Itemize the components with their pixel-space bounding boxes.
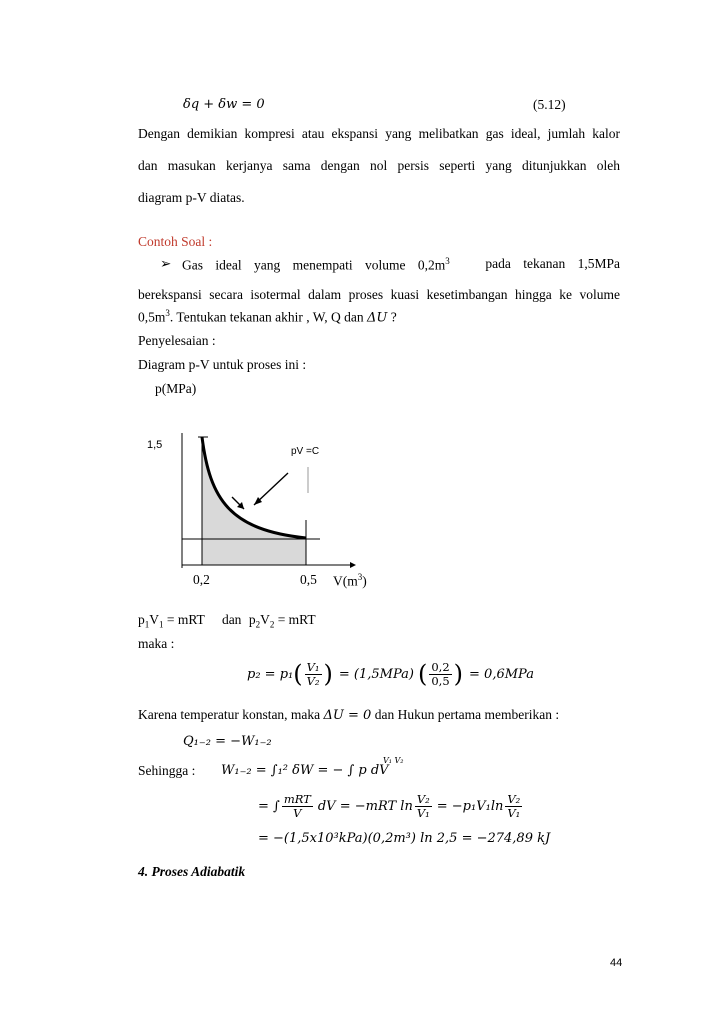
- x-axis-label-text: V(m: [333, 573, 358, 589]
- rel-p1-sub: 1: [144, 619, 150, 630]
- rel-p1: p: [138, 612, 145, 627]
- eq-w2-a: = ∫: [258, 799, 280, 814]
- karena-math: ΔU = 0: [323, 708, 372, 723]
- eq-w2-c: = −p₁V₁ln: [436, 799, 504, 814]
- problem-line-3: [138, 308, 397, 326]
- fraction-mrt-v: [282, 793, 313, 820]
- x-axis-label-close: ): [362, 573, 367, 589]
- problem-line-3-a: 0,5m: [138, 309, 166, 325]
- integral-limits: [383, 756, 404, 765]
- frac1-num: V₁: [306, 659, 320, 674]
- paren-open-1: (: [293, 660, 303, 688]
- rel-v2-sub: 2: [269, 619, 275, 630]
- x-axis-label-sup: 3: [357, 572, 363, 582]
- ideal-gas-relations: [138, 612, 316, 630]
- fraction-v1-v2: [305, 661, 322, 688]
- ratio-2: [505, 793, 522, 820]
- rel-v1: V: [149, 612, 159, 627]
- equation-q: Q₁₋₂ = −W₁₋₂: [183, 734, 272, 749]
- paragraph-line-3: diagram p-V diatas.: [138, 190, 245, 205]
- frac-v: V: [293, 806, 302, 820]
- equation-number: (5.12): [533, 97, 566, 112]
- delta-u: ΔU: [367, 310, 388, 326]
- rel-eq2: = mRT: [274, 612, 316, 627]
- y-tick-label: 1,5: [147, 439, 163, 451]
- x-axis-label: [333, 572, 367, 590]
- problem-line-2: berekspansi secara isotermal dalam proses kuasi kesetimbangan hingga ke volume: [138, 287, 620, 302]
- bullet-arrow-icon: ➢: [160, 256, 172, 271]
- fraction-values: [429, 661, 451, 688]
- eq-p2-rhs: = 0,6MPa: [469, 666, 534, 682]
- paren-close-2: ): [453, 660, 464, 688]
- problem-line-3-b: . Tentukan tekanan akhir , W, Q dan: [169, 309, 368, 325]
- frac2-den: 0,5: [431, 673, 450, 688]
- page-number: 44: [610, 957, 623, 969]
- maka-label: maka :: [138, 636, 175, 651]
- rel-connector: dan: [221, 612, 242, 627]
- equation-w1: W₁₋₂ = ∫₁² δW = − ∫ p dV: [221, 763, 389, 778]
- ratio-2-num: V₂: [507, 792, 521, 806]
- eq-p2-mid: = (1,5MPa): [338, 666, 414, 682]
- x-tick-0-2: 0,2: [193, 572, 210, 587]
- equation-5-12: δq + δw = 0: [183, 97, 265, 112]
- problem-line-3-end: ?: [387, 309, 397, 325]
- problem-line-1-a: [182, 256, 450, 274]
- frac-mrt: mRT: [283, 792, 311, 806]
- solution-label: Penyelesaian :: [138, 333, 216, 348]
- example-heading: Contoh Soal :: [138, 234, 213, 249]
- sehingga-label: Sehingga :: [138, 763, 196, 778]
- ratio-1-num: V₂: [416, 792, 430, 806]
- paren-close-1: ): [323, 660, 333, 688]
- y-axis-label: p(MPa): [155, 381, 197, 396]
- x-tick-0-5: 0,5: [300, 572, 317, 587]
- pv-diagram: [170, 425, 370, 570]
- rel-v2: V: [260, 612, 270, 627]
- eq-p2-lhs: p₂ = p₁: [247, 666, 294, 682]
- ratio-1: [415, 793, 432, 820]
- karena-line: [138, 707, 559, 723]
- diagram-intro: Diagram p-V untuk proses ini :: [138, 357, 307, 372]
- karena-end: dan Hukun pertama memberikan :: [371, 707, 560, 722]
- paren-open-2: (: [417, 660, 428, 688]
- rel-p2: p: [248, 612, 256, 627]
- eq-w2-b: dV = −mRT ln: [317, 799, 413, 814]
- rel-p2-sub: 2: [255, 619, 261, 630]
- problem-line-3-sup: 3: [165, 308, 170, 318]
- ratio-1-den: V₁: [416, 806, 430, 820]
- equation-p2: [247, 660, 534, 688]
- rel-eq1: = mRT: [163, 612, 205, 627]
- curve-label: pV =C: [291, 446, 320, 457]
- paragraph-line-2: dan masukan kerjanya sama dengan nol persis seperti yang ditunjukkan oleh: [138, 158, 620, 173]
- paragraph-line-1: Dengan demikian kompresi atau ekspansi yang melibatkan gas ideal, jumlah kalor: [138, 126, 620, 141]
- x-axis-arrow: [350, 562, 356, 568]
- frac2-num: 0,2: [431, 659, 450, 674]
- integral-limits-text: V₁ V₂: [383, 756, 404, 765]
- problem-line-1-end: pada tekanan 1,5MPa: [485, 256, 620, 271]
- problem-line-1-text: Gas ideal yang menempati volume 0,2m: [182, 257, 446, 273]
- work-area: [202, 437, 306, 565]
- problem-line-1-sup: 3: [445, 256, 450, 266]
- frac1-den: V₂: [306, 673, 320, 688]
- equation-w3: = −(1,5x10³kPa)(0,2m³) ln 2,5 = −274,89 kJ: [258, 831, 551, 846]
- equation-w2: [258, 793, 524, 820]
- section-heading: 4. Proses Adiabatik: [138, 864, 246, 879]
- rel-v1-sub: 1: [159, 619, 164, 630]
- ratio-2-den: V₁: [507, 806, 521, 820]
- problem-line-1: [182, 256, 620, 274]
- karena-text: Karena temperatur konstan, maka: [138, 707, 324, 722]
